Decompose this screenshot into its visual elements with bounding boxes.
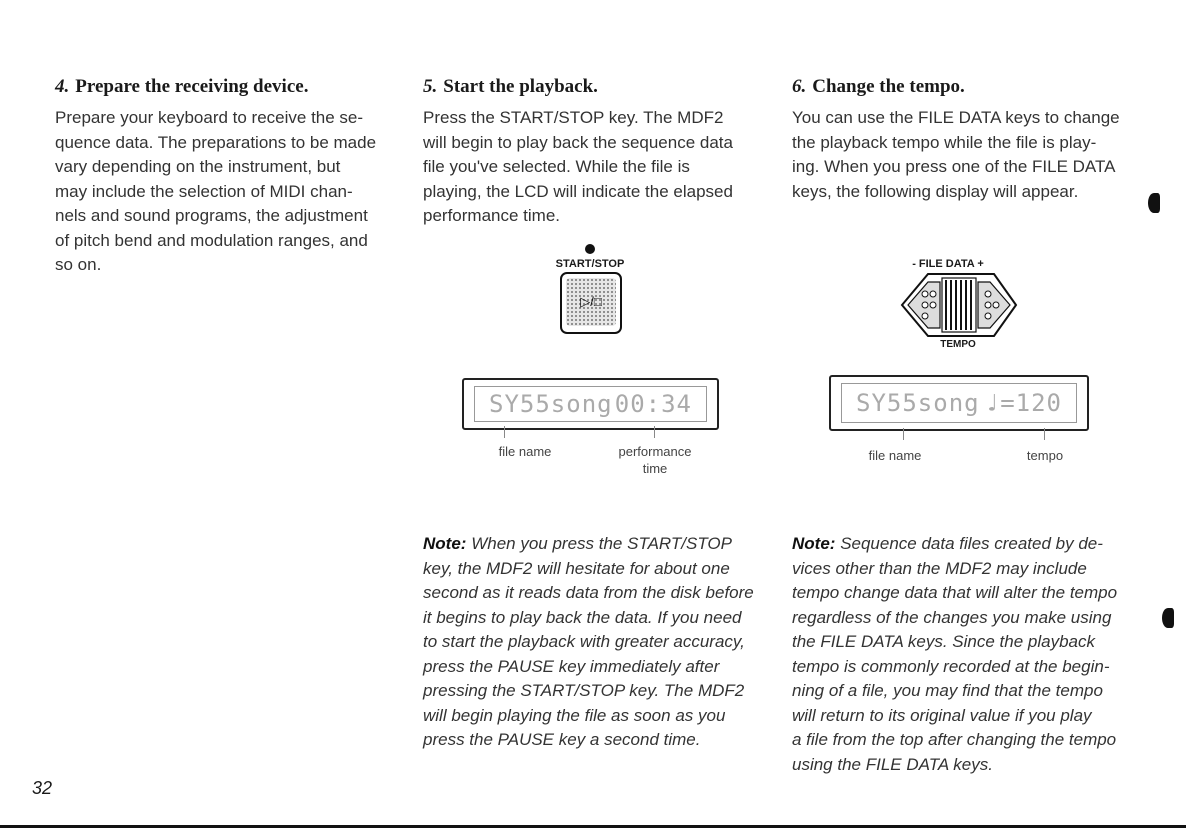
lcd-file-name: SY55song [489, 390, 613, 418]
section-5-body: Press the START/STOP key. The MDF2 will begin to play back the sequence data file you've selected. While the file is playing, the LCD will indicate the elapsed performance time. [423, 108, 733, 225]
lcd-display-tempo [829, 375, 1089, 431]
callout-line [1044, 428, 1045, 440]
note-start-stop: Note: When you press the START/STOP key, the MDF2 will hesitate for about one second as it reads data from the disk before it begins to play back the data. If you need to start the playback with greater accuracy, press the PAUSE key immediately after pressing the START/STOP key. The MDF2 will begin playing the file as soon as you press the PAUSE key a second time. [423, 534, 754, 749]
callout-line [654, 426, 655, 438]
lcd-file-name: SY55song [856, 389, 980, 417]
file-data-label: - FILE DATA + [912, 258, 984, 270]
bottom-rule [0, 825, 1186, 828]
callout-line [504, 426, 505, 438]
section-6-heading: 6. Change the tempo. [792, 76, 965, 97]
section-4 [55, 76, 395, 278]
start-stop-key [560, 272, 622, 334]
lcd-tempo: ♩=120 [984, 389, 1062, 417]
section-6-body: You can use the FILE DATA keys to change the playback tempo while the file is play- ing. When you press one of the FILE DATA keys, the following display will appear. [792, 108, 1120, 201]
callout-tempo: tempo [1026, 448, 1064, 463]
lcd-display-time [462, 378, 719, 430]
section-4-heading: 4. Prepare the receiving device. [55, 76, 309, 97]
start-stop-led-icon [585, 244, 595, 254]
play-stop-icon: ▷/□ [566, 278, 616, 326]
page-number: 32 [32, 778, 53, 798]
callout-file-name-2: file name [868, 448, 922, 463]
tempo-label: TEMPO [940, 339, 976, 350]
lcd-elapsed-time: 00:34 [614, 390, 692, 418]
section-5 [423, 76, 768, 229]
section-6 [792, 76, 1137, 204]
callout-file-name: file name [498, 444, 552, 459]
section-4-body: Prepare your keyboard to receive the se- quence data. The preparations to be made vary depending on the instrument, but may include the selection of MIDI chan- nels and sound programs, the adjustment of pitch bend and modulation ranges, and so on. [55, 108, 377, 274]
note-tempo-data: Note: Sequence data files created by de- vices other than the MDF2 may include tempo change data that will alter the tempo regardless of the changes you make using the FILE DATA keys. Since the playback tempo is commonly recorded at the begin- ning of a file, you may find that the tempo will return to its original value if you play a file from the top after changing the tempo using the FILE DATA keys. [792, 534, 1118, 774]
binding-mark-icon [1162, 608, 1174, 628]
callout-performance-time: performance time [618, 444, 692, 476]
binding-mark-icon [1148, 193, 1160, 213]
callout-line [903, 428, 904, 440]
section-5-heading: 5. Start the playback. [423, 76, 598, 97]
file-data-keys [898, 270, 1018, 340]
start-stop-label: START/STOP [555, 258, 625, 270]
